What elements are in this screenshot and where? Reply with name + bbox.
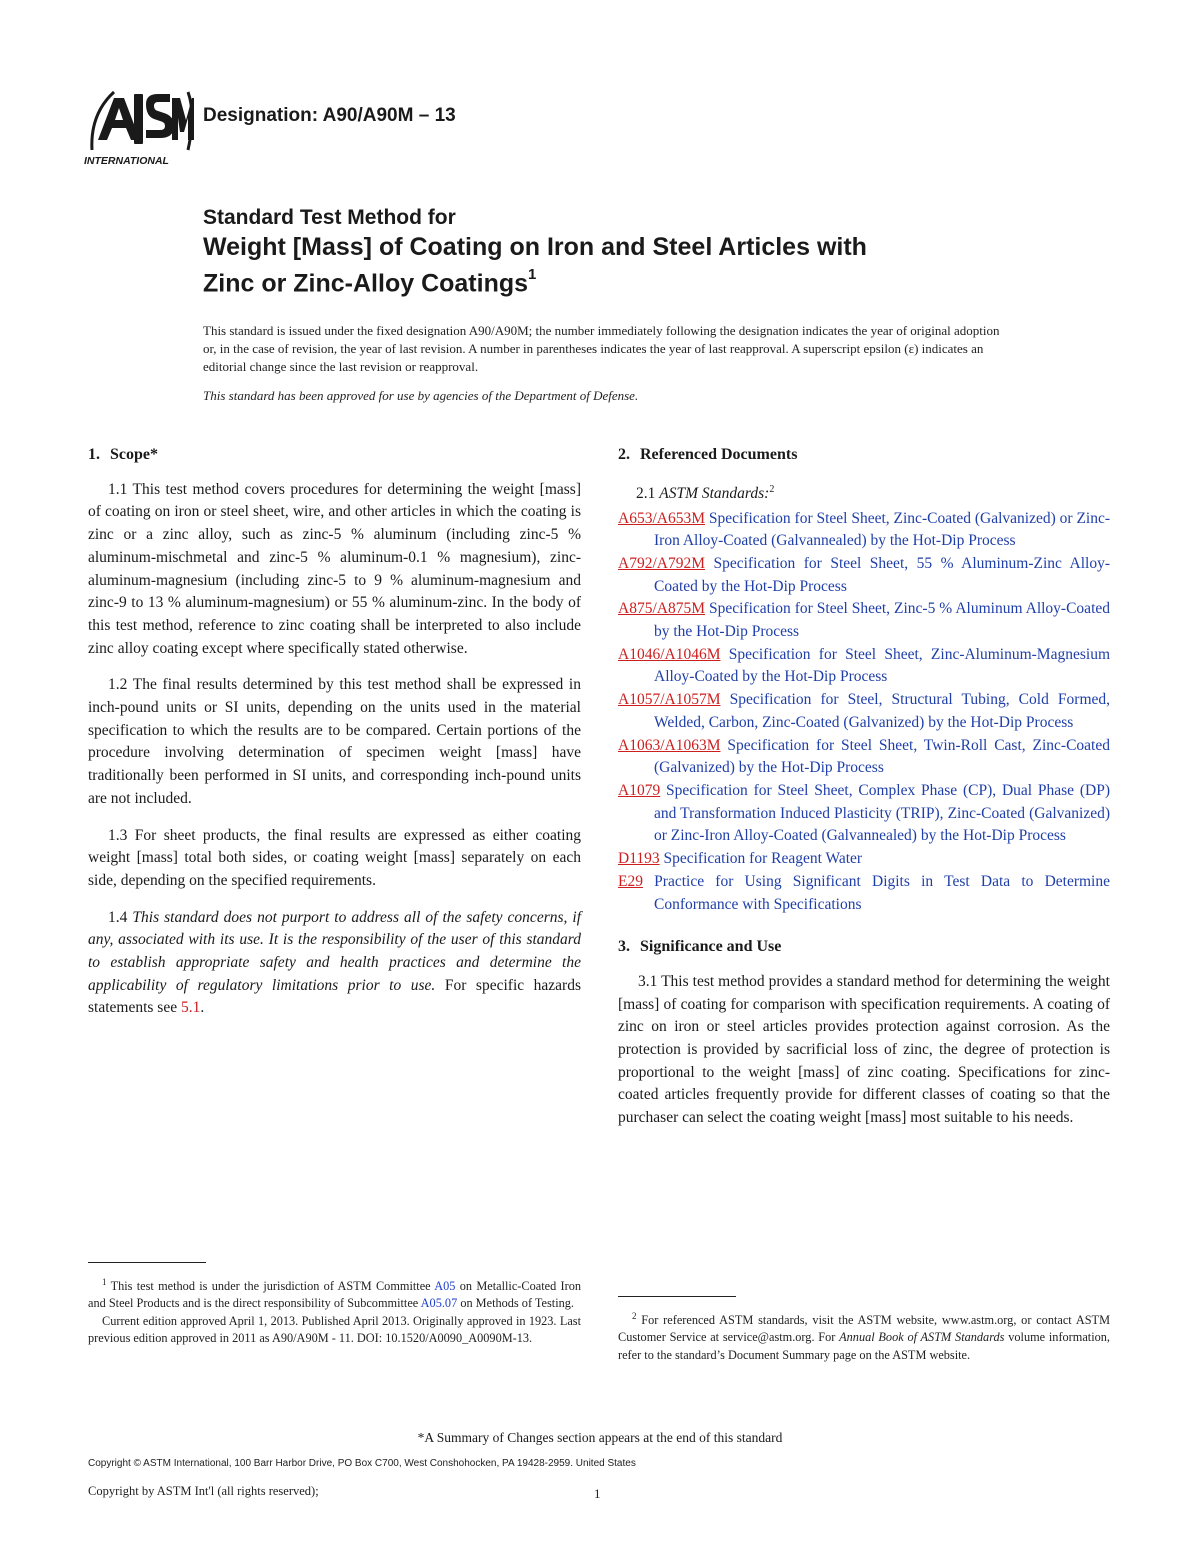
page-number: 1 <box>594 1486 601 1501</box>
standard-title-link[interactable]: Specification for Steel Sheet, Zinc-Aluminum-Magnesium Alloy-Coated by the Hot-Dip Process <box>654 645 1110 686</box>
astm-standards-number: 2.1 <box>636 484 656 502</box>
astm-standards-subheading <box>636 479 1110 506</box>
title-line-3 <box>203 262 1103 299</box>
referenced-standard-item <box>618 598 1110 643</box>
scope-para-1-3: 1.3 For sheet products, the final results are expressed as either coating weight [mass] total both sides, or coating weight [mass] separately on each side, depending on the specified requirements. <box>88 826 581 889</box>
title-line-1: Standard Test Method for <box>203 206 456 229</box>
subcommittee-a05-07-link[interactable]: A05.07 <box>420 1296 458 1311</box>
standard-code-link[interactable]: A1079 <box>618 782 661 799</box>
scope-heading <box>88 444 581 467</box>
astm-logo-text: INTERNATIONAL <box>84 155 169 167</box>
referenced-standard-item <box>618 871 1110 916</box>
significance-heading-text: Significance and Use <box>640 938 782 956</box>
referenced-standards-list <box>618 508 1110 917</box>
referenced-docs-number: 2. <box>618 446 630 463</box>
footnote-2-text-a: For referenced ASTM standards, visit the ASTM website, www.astm.org, or contact ASTM Customer Service at service@astm.org. For <box>618 1313 1110 1345</box>
dod-note: This standard has been approved for use by agencies of the Department of Defense. <box>203 388 639 403</box>
footnote-1-para-1 <box>88 1274 581 1313</box>
standard-title-link[interactable]: Specification for Steel Sheet, Twin-Roll Cast, Zinc-Coated (Galvanized) by the Hot-Dip Process <box>654 736 1110 777</box>
footnote-rule-right <box>618 1296 736 1297</box>
standard-code-link[interactable]: A792/A792M <box>618 554 705 572</box>
standard-title-link[interactable]: Specification for Steel Sheet, Zinc-Coated (Galvanized) or Zinc-Iron Alloy-Coated (Galvannealed) by the Hot-Dip Process <box>654 509 1111 550</box>
standard-title-link[interactable]: Specification for Reagent Water <box>663 850 863 868</box>
designation: Designation: A90/A90M – 13 <box>203 105 456 126</box>
right-column <box>618 444 1110 1144</box>
scope-heading-text: Scope* <box>110 446 158 463</box>
copyright-line: Copyright © ASTM International, 100 Barr Harbor Drive, PO Box C700, West Conshohocken, PA 19428-2959. United States <box>88 1458 636 1469</box>
referenced-standard-item <box>618 553 1110 598</box>
footnote-1-text-a: This test method is under the jurisdiction of ASTM Committee <box>110 1279 431 1294</box>
significance-para-3-1: 3.1 This test method provides a standard method for determining the weight [mass] of coating for comparison with specification requirements. A coating of zinc on iron or steel articles provides protection against corrosion. As the protection is provided by sacrificial loss of zinc, the degree of protection is proportional to the weight [mass] of zinc coating. Specifications for zinc-coated articles frequently provide for different classes of coating so that the purchaser can select the coating weight [mass] most suitable to his needs. <box>618 972 1110 1127</box>
referenced-standard-item <box>618 508 1110 553</box>
standard-code-link[interactable]: A1046/A1046M <box>618 645 721 663</box>
standard-title-link[interactable]: Specification for Steel Sheet, Complex Phase (CP), Dual Phase (DP) and Transformation Induced Plasticity (TRIP), Zinc-Coated (Galvanized) or Zinc-Iron Alloy-Coated (Galvannealed) by the Hot-Dip Process <box>654 782 1111 845</box>
standard-code-link[interactable]: A1063/A1063M <box>618 736 721 754</box>
standard-title-link[interactable]: Practice for Using Significant Digits in Test Data to Determine Conformance with Specifications <box>654 872 1110 913</box>
standard-code-link[interactable]: A875/A875M <box>618 600 705 618</box>
standard-code-link[interactable]: E29 <box>618 872 643 890</box>
para-1-4-number: 1.4 <box>108 908 128 926</box>
scope-para-1-4 <box>88 907 581 1021</box>
scope-para-1-1: 1.1 This test method covers procedures for determining the weight [mass] of coating on iron or steel sheet, wire, and other articles in which the coating is zinc or a zinc alloy, such as zinc-5 % aluminum (including zinc-5 % aluminum-mischmetal and zinc-5 % aluminum-0.1 % magnesium), zinc-aluminum-magnesium (including zinc-5 to 9 % aluminum-magnesium and zinc-9 to 13 % aluminum-magnesium) or 55 % aluminum-zinc. In the body of this test method, reference to zinc coating shall be interpreted to also include zinc alloy coating except where specifically stated otherwise. <box>88 480 581 657</box>
standard-title-link[interactable]: Specification for Steel Sheet, Zinc-5 % Aluminum Alloy-Coated by the Hot-Dip Process <box>654 600 1111 641</box>
para-1-4-end: . <box>200 999 205 1017</box>
referenced-standard-item <box>618 780 1110 848</box>
referenced-standard-item <box>618 848 1110 871</box>
footnote-2-para <box>618 1308 1110 1364</box>
footnote-2-text-b: volume information, refer to the standard’s Document Summary page on the ASTM website. <box>618 1330 1111 1362</box>
standard-title-link[interactable]: Specification for Steel Sheet, 55 % Aluminum-Zinc Alloy-Coated by the Hot-Dip Process <box>654 554 1111 595</box>
standard-code-link[interactable]: A653/A653M <box>618 509 705 527</box>
footnote-2-mark: 2 <box>632 1311 637 1321</box>
footnote-1-mark: 1 <box>102 1277 107 1287</box>
footnote-1-para-2: Current edition approved April 1, 2013. Published April 2013. Originally approved in 1923. Last previous edition approved in 2011 as A90/A90M - 11. DOI: 10.1520/A0090_A0090M-13. <box>88 1313 581 1345</box>
scope-para-1-2: 1.2 The final results determined by this test method shall be expressed in inch-pound units or SI units, depending on the units used in the material specification to which the results are to be compared. Certain portions of the procedure involving determination of specimen weight [mass] have traditionally been performed in SI units, and corresponding inch-pound units are not included. <box>88 676 581 807</box>
scope-number: 1. <box>88 446 100 463</box>
astm-logo-mark <box>92 92 194 150</box>
safety-statement: This standard does not purport to address all of the safety concerns, if any, associated with its use. It is the responsibility of the user of this standard to establish appropriate safety and health practices and determine the applicability of regulatory limitations prior to use. <box>88 908 582 994</box>
title-line-2: Weight [Mass] of Coating on Iron and Steel Articles with <box>203 233 867 261</box>
title-line-3-text: Zinc or Zinc-Alloy Coatings <box>203 269 529 298</box>
significance-heading <box>618 936 1110 959</box>
referenced-docs-heading-text: Referenced Documents <box>640 446 798 463</box>
referenced-standard-item <box>618 644 1110 689</box>
standard-code-link[interactable]: A1057/A1057M <box>618 691 721 709</box>
significance-number: 3. <box>618 938 630 956</box>
left-column <box>88 444 581 1034</box>
referenced-standard-item <box>618 735 1110 780</box>
referenced-docs-heading <box>618 444 1110 467</box>
committee-a05-link[interactable]: A05 <box>434 1279 456 1294</box>
footnote-1-text-b: on Metallic-Coated Iron and Steel Products and is the direct responsibility of Subcommittee <box>88 1279 581 1311</box>
hazards-text: For specific hazards statements see <box>88 976 582 1017</box>
footnote-rule-left <box>88 1262 206 1263</box>
footnote-1-text-c: on Methods of Testing. <box>460 1296 574 1311</box>
astm-standards-footnote-mark: 2 <box>769 483 775 495</box>
standard-code-link[interactable]: D1193 <box>618 850 660 868</box>
footnote-1 <box>88 1274 581 1347</box>
section-5-1-link[interactable]: 5.1 <box>180 999 201 1017</box>
standard-title-link[interactable]: Specification for Steel, Structural Tubing, Cold Formed, Welded, Carbon, Zinc-Coated (Galvanized) by the Hot-Dip Process <box>654 691 1111 731</box>
footnote-2 <box>618 1308 1110 1364</box>
document-title <box>203 204 1103 299</box>
summary-of-changes-note: *A Summary of Changes section appears at the end of this standard <box>417 1430 783 1445</box>
footnote-2-italic: Annual Book of ASTM Standards <box>839 1330 1005 1345</box>
copyright-rights-line: Copyright by ASTM Int'l (all rights reserved); <box>88 1484 319 1498</box>
title-footnote-mark: 1 <box>528 266 537 283</box>
astm-standards-label: ASTM Standards: <box>659 484 770 502</box>
referenced-standard-item <box>618 689 1110 734</box>
astm-logo <box>84 84 194 168</box>
issuance-note: This standard is issued under the fixed designation A90/A90M; the number immediately following the designation indicates the year of original adoption or, in the case of revision, the year of last revision. A number in parentheses indicates the year of last reapproval. A superscript epsilon (ε) indicates an editorial change since the last revision or reapproval. <box>203 323 1000 374</box>
